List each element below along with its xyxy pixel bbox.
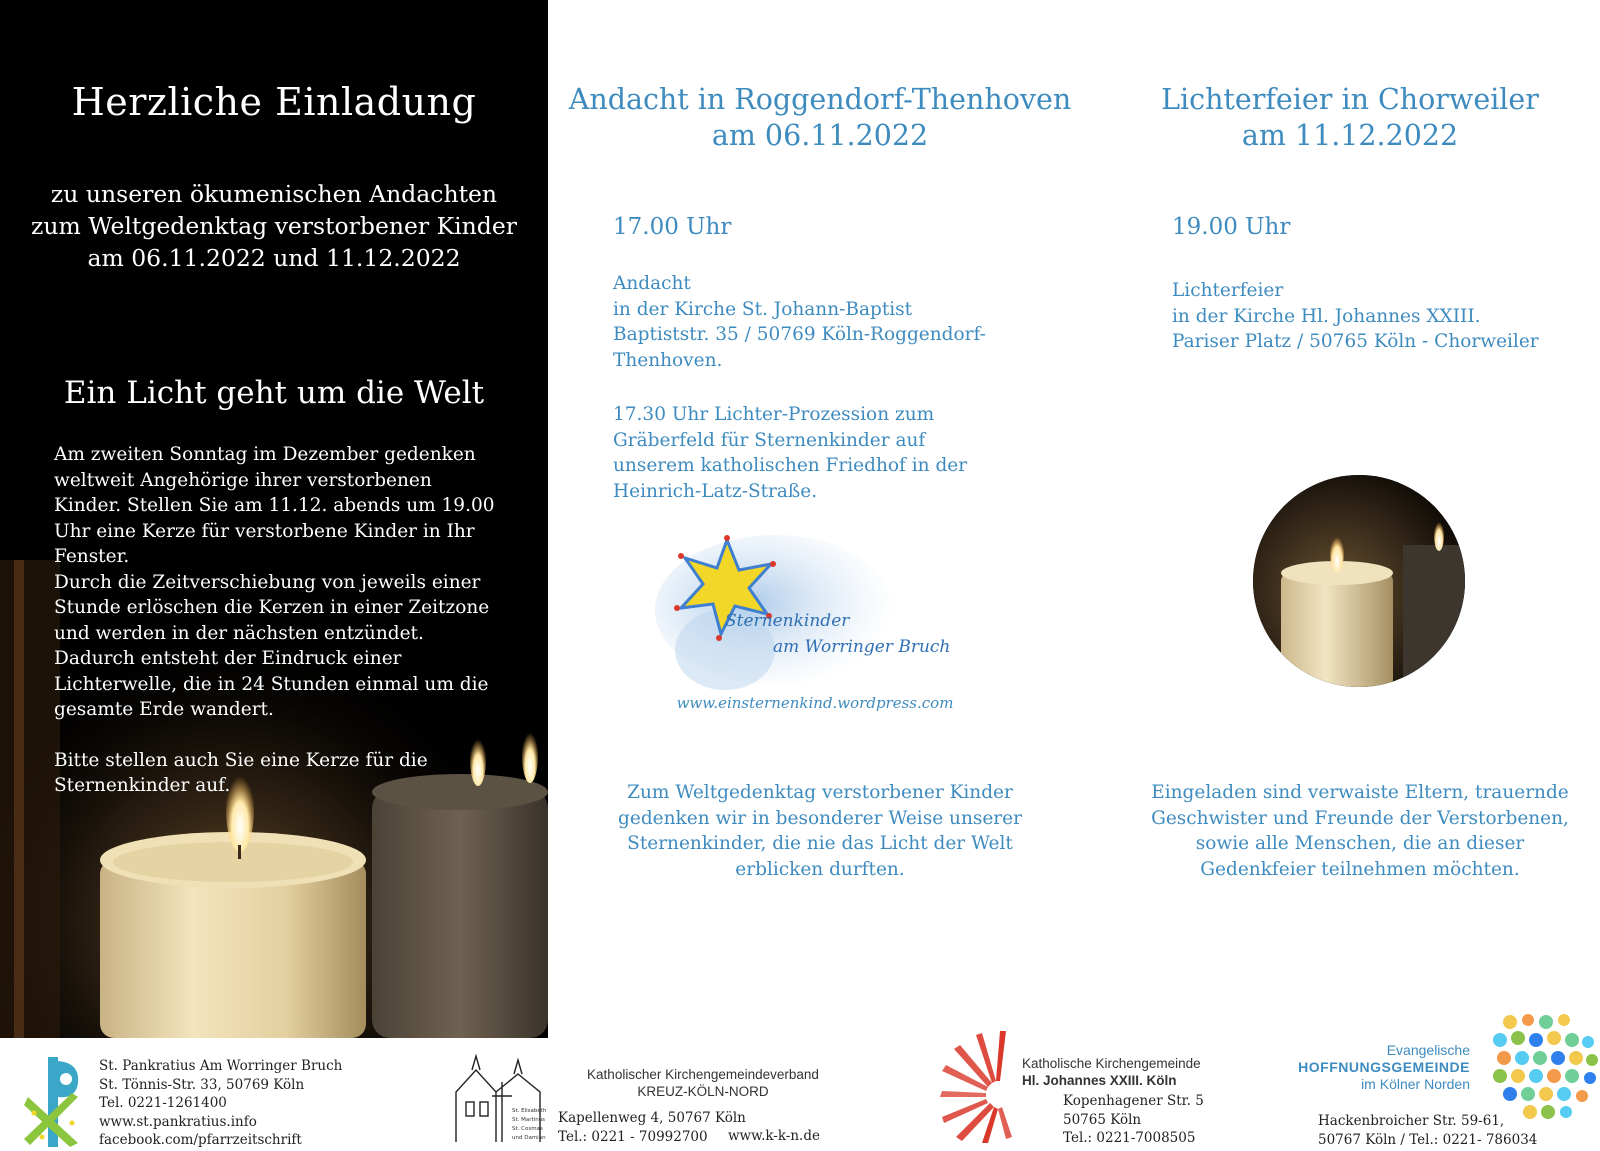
sternenkinder-logo — [655, 530, 985, 700]
hoffnung-title: Evangelische HOFFNUNGSGEMEINDE im Kölner Norden — [1298, 1042, 1470, 1092]
candle-request-text: Bitte stellen auch Sie eine Kerze für die — [54, 749, 428, 771]
invitation-body-text: Am zweiten Sonntag im Dezember gedenken weltweit Angehörige ihrer verstorbenen Kinder. Stellen Sie am 11.12. abends um 19.00 Uhr eine Kerze für verstorbene Kinder in Ihr Fenster. Durch die Zeitverschiebung von jeweils einer Stunde erlöschen die Kerzen in einer Zeitzone und werden in der nächsten entzündet. Dadurch entsteht der Eindruck einer Lichterwelle, die in 24 Stunden einmal um die gesamte Erde wandert. Bitte stellen auch Sie eine Kerze für die Sternenkinder auf. — [54, 442, 524, 799]
pankratius-contact: St. Pankratius Am Worringer Bruch St. Tönnis-Str. 33, 50769 Köln Tel. 0221-1261400 www.st.pankratius.info facebook.com/pfarrzeitschrift — [99, 1058, 343, 1148]
event1-procession: 17.30 Uhr Lichter-Prozession zum Gräberfeld für Sternenkinder auf unserem katholischen Friedhof in der Heinrich-Latz-Straße. — [613, 404, 968, 502]
svg-text:St. Elisabeth: St. Elisabeth — [512, 1108, 547, 1114]
event1-closing-text: Zum Weltgedenktag verstorbener Kinder gedenken wir in besonderer Weise unserer Sternenkinder, die nie das Licht der Welt erblicken durften. — [618, 782, 1022, 880]
pankratius-facebook[interactable]: facebook.com/pfarrzeitschrift — [99, 1132, 302, 1148]
svg-text:St. Martinus: St. Martinus — [512, 1117, 546, 1123]
sternenkinder-logo-line2: am Worringer Bruch — [773, 637, 951, 657]
event1-details: Andacht in der Kirche St. Johann-Baptist Baptiststr. 35 / 50769 Köln-Roggendorf- Thenhoven. — [613, 273, 986, 371]
sternenkinder-logo-line1: Sternenkinder — [725, 611, 850, 631]
invitation-subtitle: Ein Licht geht um die Welt — [63, 375, 485, 411]
johannes-rays-logo — [940, 1025, 1030, 1145]
event2-closing-text: Eingeladen sind verwaiste Eltern, trauernde Geschwister und Freunde der Verstorbenen, sowie alle Menschen, die an dieser Gedenkfeier teilnehmen möchten. — [1151, 782, 1569, 880]
kkn-title: Katholischer Kirchengemeindeverband KREUZ-KÖLN-NORD — [587, 1067, 819, 1099]
kkn-website[interactable]: www.k-k-n.de — [728, 1128, 820, 1144]
johannes-title: Katholische Kirchengemeinde Hl. Johannes XXIII. Köln — [1022, 1056, 1201, 1088]
candle-photo-circle — [1253, 475, 1465, 687]
invitation-panel — [0, 0, 548, 1038]
pankratius-website[interactable]: www.st.pankratius.info — [99, 1113, 257, 1130]
svg-text:St. Cosmas: St. Cosmas — [512, 1126, 543, 1132]
event2-time: 19.00 Uhr — [1172, 214, 1291, 240]
event2-heading: Lichterfeier in Chorweiler am 11.12.2022 — [1161, 83, 1539, 152]
event1-time: 17.00 Uhr — [613, 214, 732, 240]
kkn-contact: Kapellenweg 4, 50767 Köln Tel.: 0221 - 70992700 — [558, 1110, 746, 1145]
hoffnung-mosaic-logo — [1490, 1012, 1600, 1127]
pankratius-logo — [22, 1053, 84, 1149]
invitation-title: Herzliche Einladung — [71, 80, 477, 124]
invitation-intro: zu unseren ökumenischen Andachten zum Weltgedenktag verstorbener Kinder am 06.11.2022 und 11.12.2022 — [30, 180, 517, 272]
sternenkinder-url[interactable]: www.einsternenkind.wordpress.com — [676, 694, 954, 712]
svg-text:und Damian: und Damian — [512, 1135, 546, 1141]
kkn-church-logo — [452, 1052, 557, 1147]
hoffnung-contact: Hackenbroicher Str. 59-61, 50767 Köln / Tel.: 0221- 786034 — [1318, 1113, 1538, 1148]
johannes-contact: Kopenhagener Str. 5 50765 Köln Tel.: 0221-7008505 — [1063, 1093, 1204, 1146]
event2-details: Lichterfeier in der Kirche Hl. Johannes XXIII. Pariser Platz / 50765 Köln - Chorweiler — [1172, 280, 1539, 352]
event1-heading: Andacht in Roggendorf-Thenhoven am 06.11.2022 — [568, 83, 1072, 152]
